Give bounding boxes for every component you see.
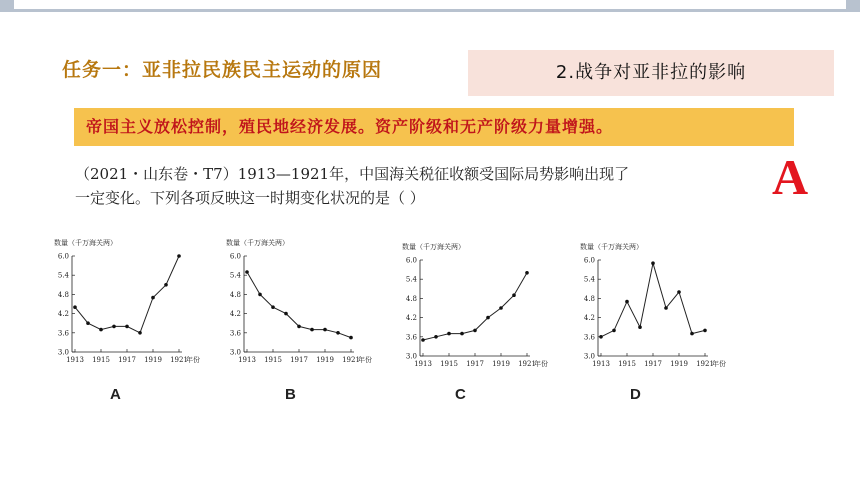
data-point xyxy=(177,254,181,258)
x-axis-title: 年份 xyxy=(712,360,726,368)
chart-svg xyxy=(50,236,200,382)
y-tick-label: 3.6 xyxy=(583,333,595,342)
question-text xyxy=(75,162,755,210)
chart-c xyxy=(398,240,548,386)
data-point xyxy=(112,325,116,329)
y-axis-title: 数量（千万海关两） xyxy=(580,243,643,251)
data-point xyxy=(703,329,707,333)
question-line-1: （2021・山东卷・T7）1913—1921年，中国海关税征收额受国际局势影响出现了 xyxy=(75,165,630,183)
x-axis-title: 年份 xyxy=(358,356,372,364)
chart-svg xyxy=(398,240,548,386)
y-tick-label: 3.0 xyxy=(57,348,69,357)
data-point xyxy=(612,329,616,333)
y-tick-label: 4.2 xyxy=(229,310,241,319)
chart-c-label: C xyxy=(455,386,466,403)
x-tick-label: 1913 xyxy=(414,360,432,368)
x-tick-label: 1921 xyxy=(170,356,188,364)
y-tick-label: 5.4 xyxy=(583,275,595,284)
highlight-bar xyxy=(74,108,794,146)
data-point xyxy=(164,283,168,287)
x-tick-label: 1917 xyxy=(644,360,662,368)
chart-b-label: B xyxy=(285,386,296,403)
x-tick-label: 1915 xyxy=(264,356,282,364)
data-point xyxy=(245,270,249,274)
series-line xyxy=(75,256,179,333)
y-tick-label: 5.4 xyxy=(405,275,417,284)
data-point xyxy=(336,331,340,335)
y-tick-label: 4.2 xyxy=(583,314,595,323)
data-point xyxy=(421,338,425,342)
x-tick-label: 1913 xyxy=(238,356,256,364)
data-point xyxy=(284,312,288,316)
series-line xyxy=(601,263,705,337)
data-point xyxy=(310,328,314,332)
data-point xyxy=(512,293,516,297)
chart-a-label: A xyxy=(110,386,121,403)
y-axis-title: 数量（千万海关两） xyxy=(402,243,465,251)
data-point xyxy=(271,305,275,309)
y-tick-label: 3.0 xyxy=(583,352,595,361)
data-point xyxy=(99,328,103,332)
y-tick-label: 4.8 xyxy=(583,294,595,303)
y-tick-label: 4.8 xyxy=(57,290,69,299)
data-point xyxy=(138,331,142,335)
question-line-2: 一定变化。下列各项反映这一时期变化状况的是（ ） xyxy=(75,189,425,207)
chart-svg xyxy=(576,240,726,386)
y-tick-label: 4.2 xyxy=(57,310,69,319)
x-tick-label: 1919 xyxy=(316,356,334,364)
data-point xyxy=(460,332,464,336)
data-point xyxy=(525,271,529,275)
x-tick-label: 1913 xyxy=(592,360,610,368)
data-point xyxy=(664,306,668,310)
data-point xyxy=(125,325,129,329)
y-tick-label: 4.8 xyxy=(405,294,417,303)
y-tick-label: 3.6 xyxy=(405,333,417,342)
task-title: 任务一：亚非拉民族民主运动的原因 xyxy=(62,59,383,81)
data-point xyxy=(349,336,353,340)
x-tick-label: 1917 xyxy=(118,356,136,364)
x-tick-label: 1915 xyxy=(440,360,458,368)
x-axis-title: 年份 xyxy=(534,360,548,368)
data-point xyxy=(86,321,90,325)
x-tick-label: 1919 xyxy=(144,356,162,364)
data-point xyxy=(434,335,438,339)
x-tick-label: 1917 xyxy=(466,360,484,368)
data-point xyxy=(473,329,477,333)
data-point xyxy=(258,293,262,297)
y-tick-label: 3.6 xyxy=(57,329,69,338)
data-point xyxy=(499,306,503,310)
x-tick-label: 1919 xyxy=(492,360,510,368)
data-point xyxy=(690,332,694,336)
data-point xyxy=(447,332,451,336)
x-axis-title: 年份 xyxy=(186,356,200,364)
data-point xyxy=(73,305,77,309)
top-border-bar xyxy=(0,0,860,12)
y-tick-label: 3.0 xyxy=(405,352,417,361)
subtitle-text: 2.战争对亚非拉的影响 xyxy=(555,62,747,83)
x-tick-label: 1921 xyxy=(518,360,536,368)
data-point xyxy=(638,325,642,329)
chart-b xyxy=(222,236,372,382)
y-tick-label: 4.8 xyxy=(229,290,241,299)
x-tick-label: 1919 xyxy=(670,360,688,368)
y-axis-title: 数量（千万海关两） xyxy=(226,239,289,247)
chart-d xyxy=(576,240,726,386)
highlight-text: 帝国主义放松控制，殖民地经济发展。资产阶级和无产阶级力量增强。 xyxy=(86,117,614,136)
data-point xyxy=(297,325,301,329)
x-tick-label: 1915 xyxy=(618,360,636,368)
y-tick-label: 5.4 xyxy=(57,271,69,280)
x-tick-label: 1913 xyxy=(66,356,84,364)
data-point xyxy=(599,335,603,339)
y-tick-label: 4.2 xyxy=(405,314,417,323)
y-tick-label: 6.0 xyxy=(229,252,241,261)
y-tick-label: 5.4 xyxy=(229,271,241,280)
data-point xyxy=(151,296,155,300)
x-tick-label: 1921 xyxy=(696,360,714,368)
data-point xyxy=(625,300,629,304)
chart-a xyxy=(50,236,200,382)
y-axis-title: 数量（千万海关两） xyxy=(54,239,117,247)
data-point xyxy=(323,328,327,332)
y-tick-label: 3.6 xyxy=(229,329,241,338)
x-tick-label: 1921 xyxy=(342,356,360,364)
y-tick-label: 6.0 xyxy=(583,256,595,265)
x-tick-label: 1915 xyxy=(92,356,110,364)
data-point xyxy=(677,290,681,294)
answer-letter: A xyxy=(772,149,809,205)
x-tick-label: 1917 xyxy=(290,356,308,364)
chart-svg xyxy=(222,236,372,382)
y-tick-label: 6.0 xyxy=(405,256,417,265)
y-tick-label: 6.0 xyxy=(57,252,69,261)
y-tick-label: 3.0 xyxy=(229,348,241,357)
subtitle-box xyxy=(468,50,834,96)
data-point xyxy=(486,316,490,320)
data-point xyxy=(651,261,655,265)
chart-d-label: D xyxy=(630,386,641,403)
